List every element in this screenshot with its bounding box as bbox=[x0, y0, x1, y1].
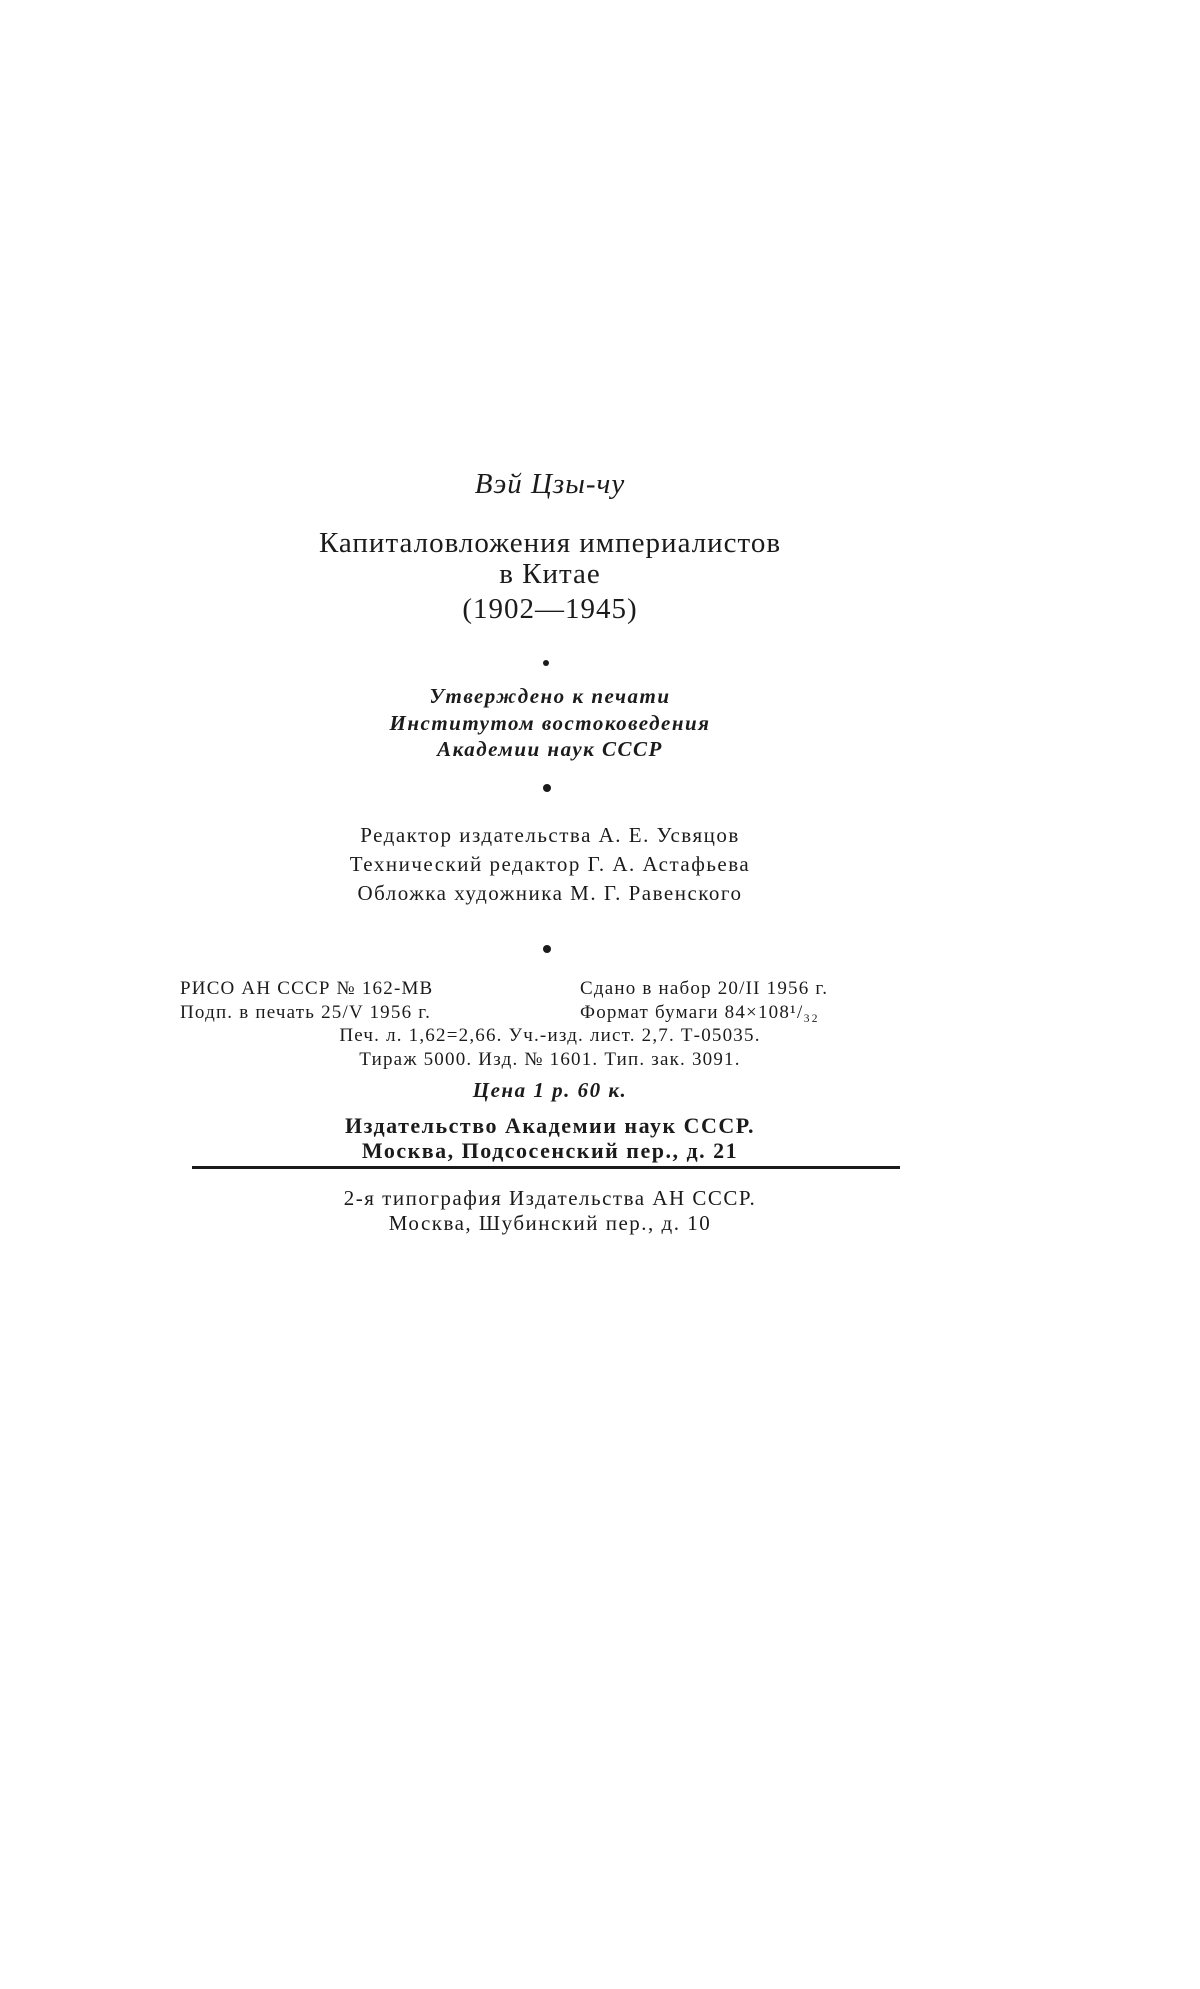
publisher-name: Издательство Академии наук СССР. bbox=[344, 1113, 755, 1138]
separator-dot bbox=[543, 784, 551, 792]
print-sheets-info: Печ. л. 1,62=2,66. Уч.-изд. лист. 2,7. Т-05035. bbox=[339, 1025, 761, 1046]
price: Цена 1 р. 60 к. bbox=[472, 1078, 628, 1102]
tech-editor-credit: Технический редактор Г. А. Астафьева bbox=[349, 852, 751, 876]
printer-name: 2-я типография Издательства АН СССР. bbox=[343, 1186, 757, 1210]
editor-credit: Редактор издательства А. Е. Усвяцов bbox=[360, 823, 740, 847]
approval-line-1: Утверждено к печати bbox=[429, 684, 671, 708]
paper-format: Формат бумаги 84×108¹/₃₂ bbox=[580, 1002, 820, 1023]
publisher-address: Москва, Подсосенский пер., д. 21 bbox=[361, 1138, 739, 1163]
author-name: Вэй Цзы-чу bbox=[474, 468, 626, 500]
cover-artist-credit: Обложка художника М. Г. Равенского bbox=[357, 881, 743, 905]
print-run-info: Тираж 5000. Изд. № 1601. Тип. зак. 3091. bbox=[359, 1049, 741, 1070]
divider-rule bbox=[192, 1166, 900, 1169]
book-title-line-2: в Китае bbox=[499, 558, 601, 590]
riso-number: РИСО АН СССР № 162-МВ bbox=[180, 978, 434, 999]
separator-dot bbox=[543, 660, 549, 666]
book-title-years: (1902—1945) bbox=[462, 593, 638, 625]
book-title-line-1: Капиталовложения империалистов bbox=[318, 527, 782, 559]
approval-line-2: Институтом востоковедения bbox=[389, 711, 711, 735]
print-sign-date: Подп. в печать 25/V 1956 г. bbox=[180, 1002, 432, 1023]
separator-dot bbox=[543, 945, 551, 953]
approval-line-3: Академии наук СССР bbox=[437, 737, 663, 761]
typeset-date: Сдано в набор 20/II 1956 г. bbox=[580, 978, 829, 999]
printer-address: Москва, Шубинский пер., д. 10 bbox=[388, 1211, 712, 1235]
